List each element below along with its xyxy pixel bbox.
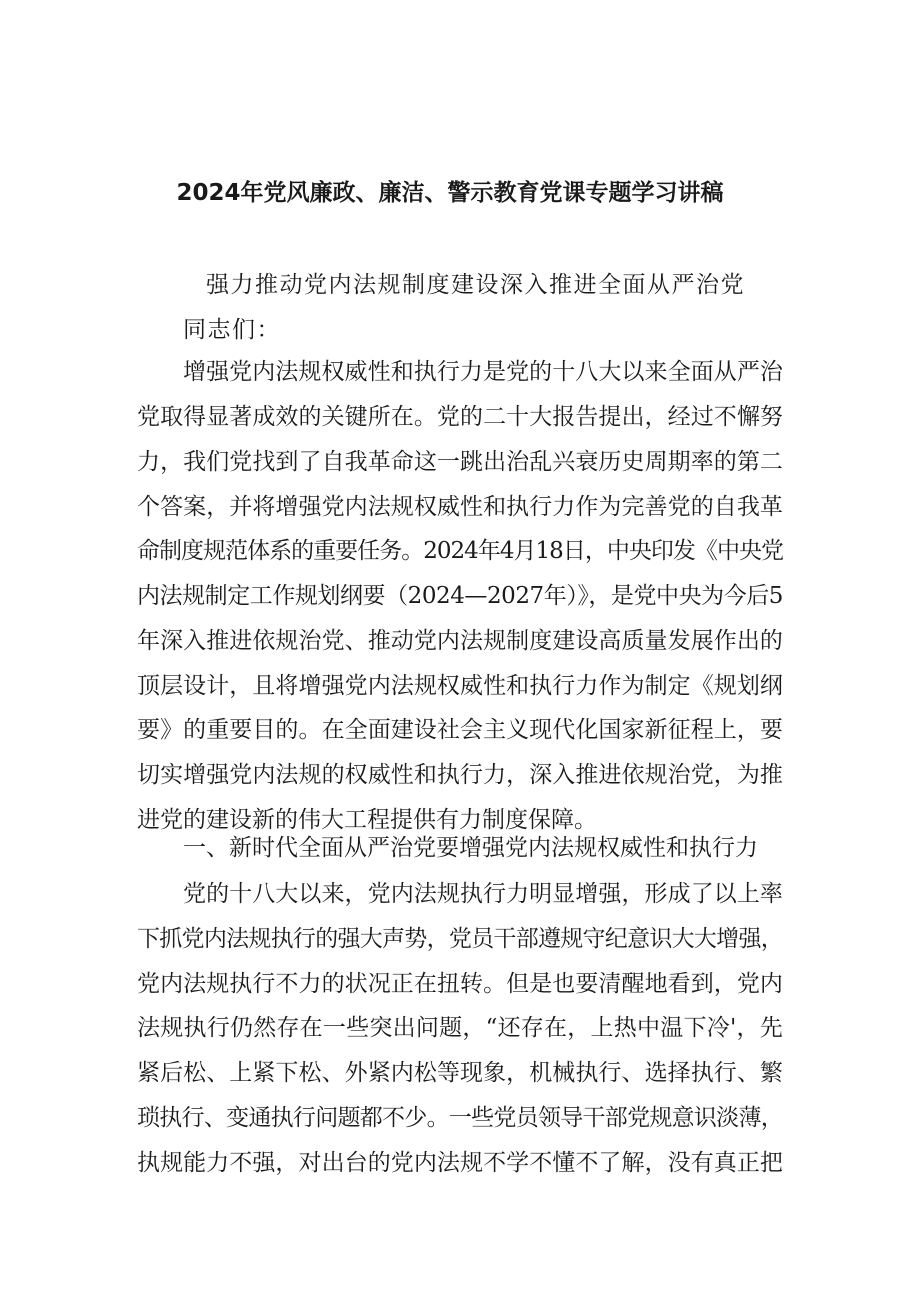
paragraph-line: 要》的重要目的。在全面建设社会主义现代化国家新征程上，要 xyxy=(137,717,783,743)
paragraph-line: 党的十八大以来，党内法规执行力明显增强，形成了以上率 xyxy=(183,881,783,907)
paragraph-line: 年深入推进依规治党、推动党内法规制度建设高质量发展作出的 xyxy=(137,628,783,654)
paragraph-line: 执规能力不强，对出台的党内法规不学不懂不了解，没有真正把 xyxy=(137,1150,783,1176)
paragraph-line: 党取得显著成效的关键所在。党的二十大报告提出，经过不懈努 xyxy=(137,404,783,430)
paragraph-line: 增强党内法规权威性和执行力是党的十八大以来全面从严治 xyxy=(183,359,783,385)
paragraph-line: 下抓党内法规执行的强大声势，党员干部遵规守纪意识大大增强， xyxy=(137,926,784,952)
salutation: 同志们： xyxy=(183,317,281,343)
paragraph-line: 法规执行仍然存在一些突出问题，“还存在，上热中温下冷'，先 xyxy=(137,1015,783,1041)
document-title: 2024年党风廉政、廉洁、警示教育党课专题学习讲稿 xyxy=(176,180,724,206)
paragraph-line: 紧后松、上紧下松、外紧内松等现象，机械执行、选择执行、繁 xyxy=(137,1060,783,1086)
paragraph-line: 命制度规范体系的重要任务。2024年4月18日，中央印发《中央党 xyxy=(137,538,783,564)
paragraph-line: 进党的建设新的伟大工程提供有力制度保障。 xyxy=(137,807,597,833)
paragraph-line: 党内法规执行不力的状况正在扭转。但是也要清醒地看到，党内 xyxy=(137,971,783,997)
document-subtitle: 强力推动党内法规制度建设深入推进全面从严治党 xyxy=(206,272,745,298)
paragraph-line: 顶层设计，且将增强党内法规权威性和执行力作为制定《规划纲 xyxy=(137,673,783,699)
paragraph-line: 个答案，并将增强党内法规权威性和执行力作为完善党的自我革 xyxy=(137,494,783,520)
paragraph-line: 切实增强党内法规的权威性和执行力，深入推进依规治党，为推 xyxy=(137,762,783,788)
paragraph-line: 内法规制定工作规划纲要（2024—2027年）》，是党中央为今后5 xyxy=(137,583,783,609)
section-heading: 一、新时代全面从严治党要增强党内法规权威性和执行力 xyxy=(183,835,758,861)
paragraph-line: 琐执行、变通执行问题都不少。一些党员领导干部党规意识淡薄， xyxy=(137,1105,784,1131)
paragraph-line: 力，我们党找到了自我革命这一跳出治乱兴衰历史周期率的第二 xyxy=(137,449,783,475)
